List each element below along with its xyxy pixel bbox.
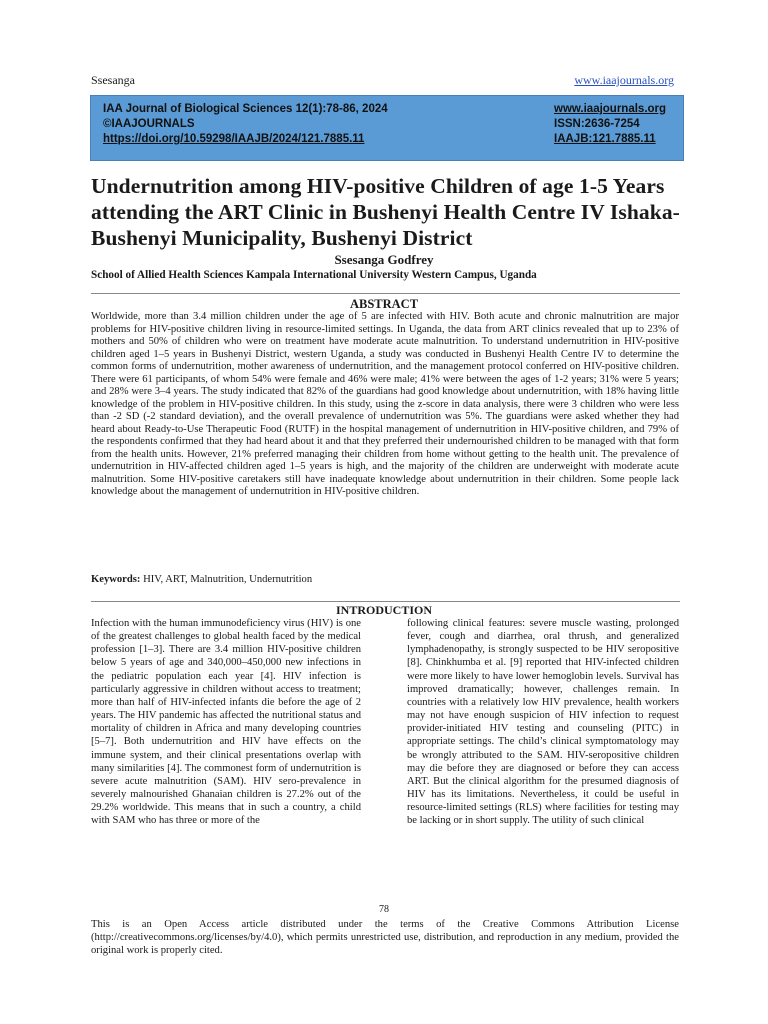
article-author: Ssesanga Godfrey — [334, 252, 434, 267]
banner-website-link[interactable]: www.iaajournals.org — [554, 103, 667, 115]
introduction-right-column: following clinical features: severe muscle wasting, prolonged fever, cough and diarrhea, oral thrush, and generalized lymphadenopathy, is strongly suspected to be HIV seropositive [8]. Chinkhumba et al. [9] reported that HIV-infected children were more likely to have lower hemoglobin levels. Survival has improved dramatically; however, challenges remain. In countries with a relatively low HIV prevalence, health workers may not have enough suspicion of HIV infection to request provider-initiated HIV testing and counseling (PITC) in appropriate settings. The child’s clinical symptomatology may be wrongly attributed to the SAM. HIV-seropositive children may die before they are diagnosed or before they can access ART. But the clinical algorithm for the presumed diagnosis of HIV has its limitations. Nevertheless, it could be useful in resource-limited settings (RLS) where facilities for testing may be lacking or in short supply. The utility of such clinical — [407, 618, 679, 827]
keywords-line — [91, 573, 679, 586]
abstract-text: Worldwide, more than 3.4 million children under the age of 5 are infected with HIV. Both acute and chronic malnutrition are major problems for HIV-positive children living in resource-limited settings. In Uganda, the data from ART clinics revealed that up to 23% of mothers and 50% of children who were on treatment have moderate acute malnutrition. To understand undernutrition in HIV-positive children aged 1–5 years in Bushenyi District, western Uganda, a study was conducted in Bushenyi Health Centre IV to determine the common forms of undernutrition, mother awareness of undernutrition, and the management protocol conferred on HIV-positive children. There were 61 participants, of whom 54% were female and 46% were male; 41% were between the ages of 1-2 years; 31% were 5 years; and 28% were 3–4 years. The study indicated that 82% of the guardians had good knowledge about undernutrition, with 18% having little knowledge of the problem in HIV-positive children. In this study, using the z-score in data analysis, there were 3 children who were less than -2 SD (-2 standard deviation), and the overall prevalence of undernutrition was 5%. The guardians were asked whether they had heard about Ready-to-Use Therapeutic Food (RUTF) in the hospital management of undernutrition in HIV-positive children, and 79% of the respondents confirmed that they had heard about it and that they preferred their undernourished children to be managed with that form from the health units. However, 21% preferred managing their children from home without getting to the health unit. The prevalence of undernutrition in HIV-affected children aged 1–5 years is high, and the majority of the children are underweight with moderate acute malnutrition. Some HIV-positive caretakers still have inadequate knowledge about undernutrition in their children. Some people lack knowledge about the management of undernutrition in HIV-positive children. — [91, 311, 679, 497]
abstract-heading: ABSTRACT — [349, 297, 419, 311]
journal-banner — [90, 95, 684, 161]
journal-citation: IAA Journal of Biological Sciences 12(1):78-86, 2024 — [103, 103, 388, 115]
running-head-author: Ssesanga — [91, 73, 135, 87]
introduction-heading: INTRODUCTION — [335, 603, 432, 617]
author-affiliation: School of Allied Health Sciences Kampala International University Western Campus, Uganda — [91, 269, 537, 281]
article-title: Undernutrition among HIV-positive Children of age 1-5 Years attending the ART Clinic in Bushenyi Health Centre IV Ishaka-Bushenyi Municipality, Bushenyi District — [91, 174, 680, 250]
license-notice: This is an Open Access article distributed under the terms of the Creative Commons Attribution License (http://creativecommons.org/licenses/by/4.0), which permits unrestricted use, distribution, and reproduction in any medium, provided the original work is properly cited. — [91, 919, 679, 956]
journal-publisher: ©IAAJOURNALS — [103, 118, 195, 130]
keywords-label: Keywords: — [91, 574, 141, 585]
journal-website-link[interactable]: www.iaajournals.org — [574, 73, 674, 87]
article-code: IAAJB:121.7885.11 — [554, 133, 656, 145]
page-number: 78 — [379, 904, 389, 915]
keywords-list: HIV, ART, Malnutrition, Undernutrition — [143, 574, 313, 585]
doi-link[interactable]: https://doi.org/10.59298/IAAJB/2024/121.7885.11 — [103, 133, 365, 145]
running-head — [91, 73, 674, 89]
introduction-divider — [91, 601, 680, 602]
header-divider — [91, 293, 680, 294]
journal-issn: ISSN:2636-7254 — [554, 118, 640, 130]
introduction-left-column: Infection with the human immunodeficiency virus (HIV) is one of the greatest challenges to global health faced by the medical profession [1–3]. There are 3.4 million HIV-positive children below 5 years of age and 340,000–450,000 new infections in the pediatric population each year [4]. HIV infection is particularly aggressive in children without access to treatment; more than half of HIV-infected infants die before the age of 2 years. The HIV pandemic has affected the nutritional status and mortality of children in Africa and many developing countries [5–7]. Both undernutrition and HIV have effects on the immune system, and their clinical presentations overlap with many similarities [4]. The commonest form of undernutrition is severe acute malnutrition (SAM). HIV sero-prevalence in severely malnourished Ghanaian children is 27.2% out of the 29.2% worldwide. This means that in such a country, a child with SAM who has three or more of the — [91, 618, 361, 827]
